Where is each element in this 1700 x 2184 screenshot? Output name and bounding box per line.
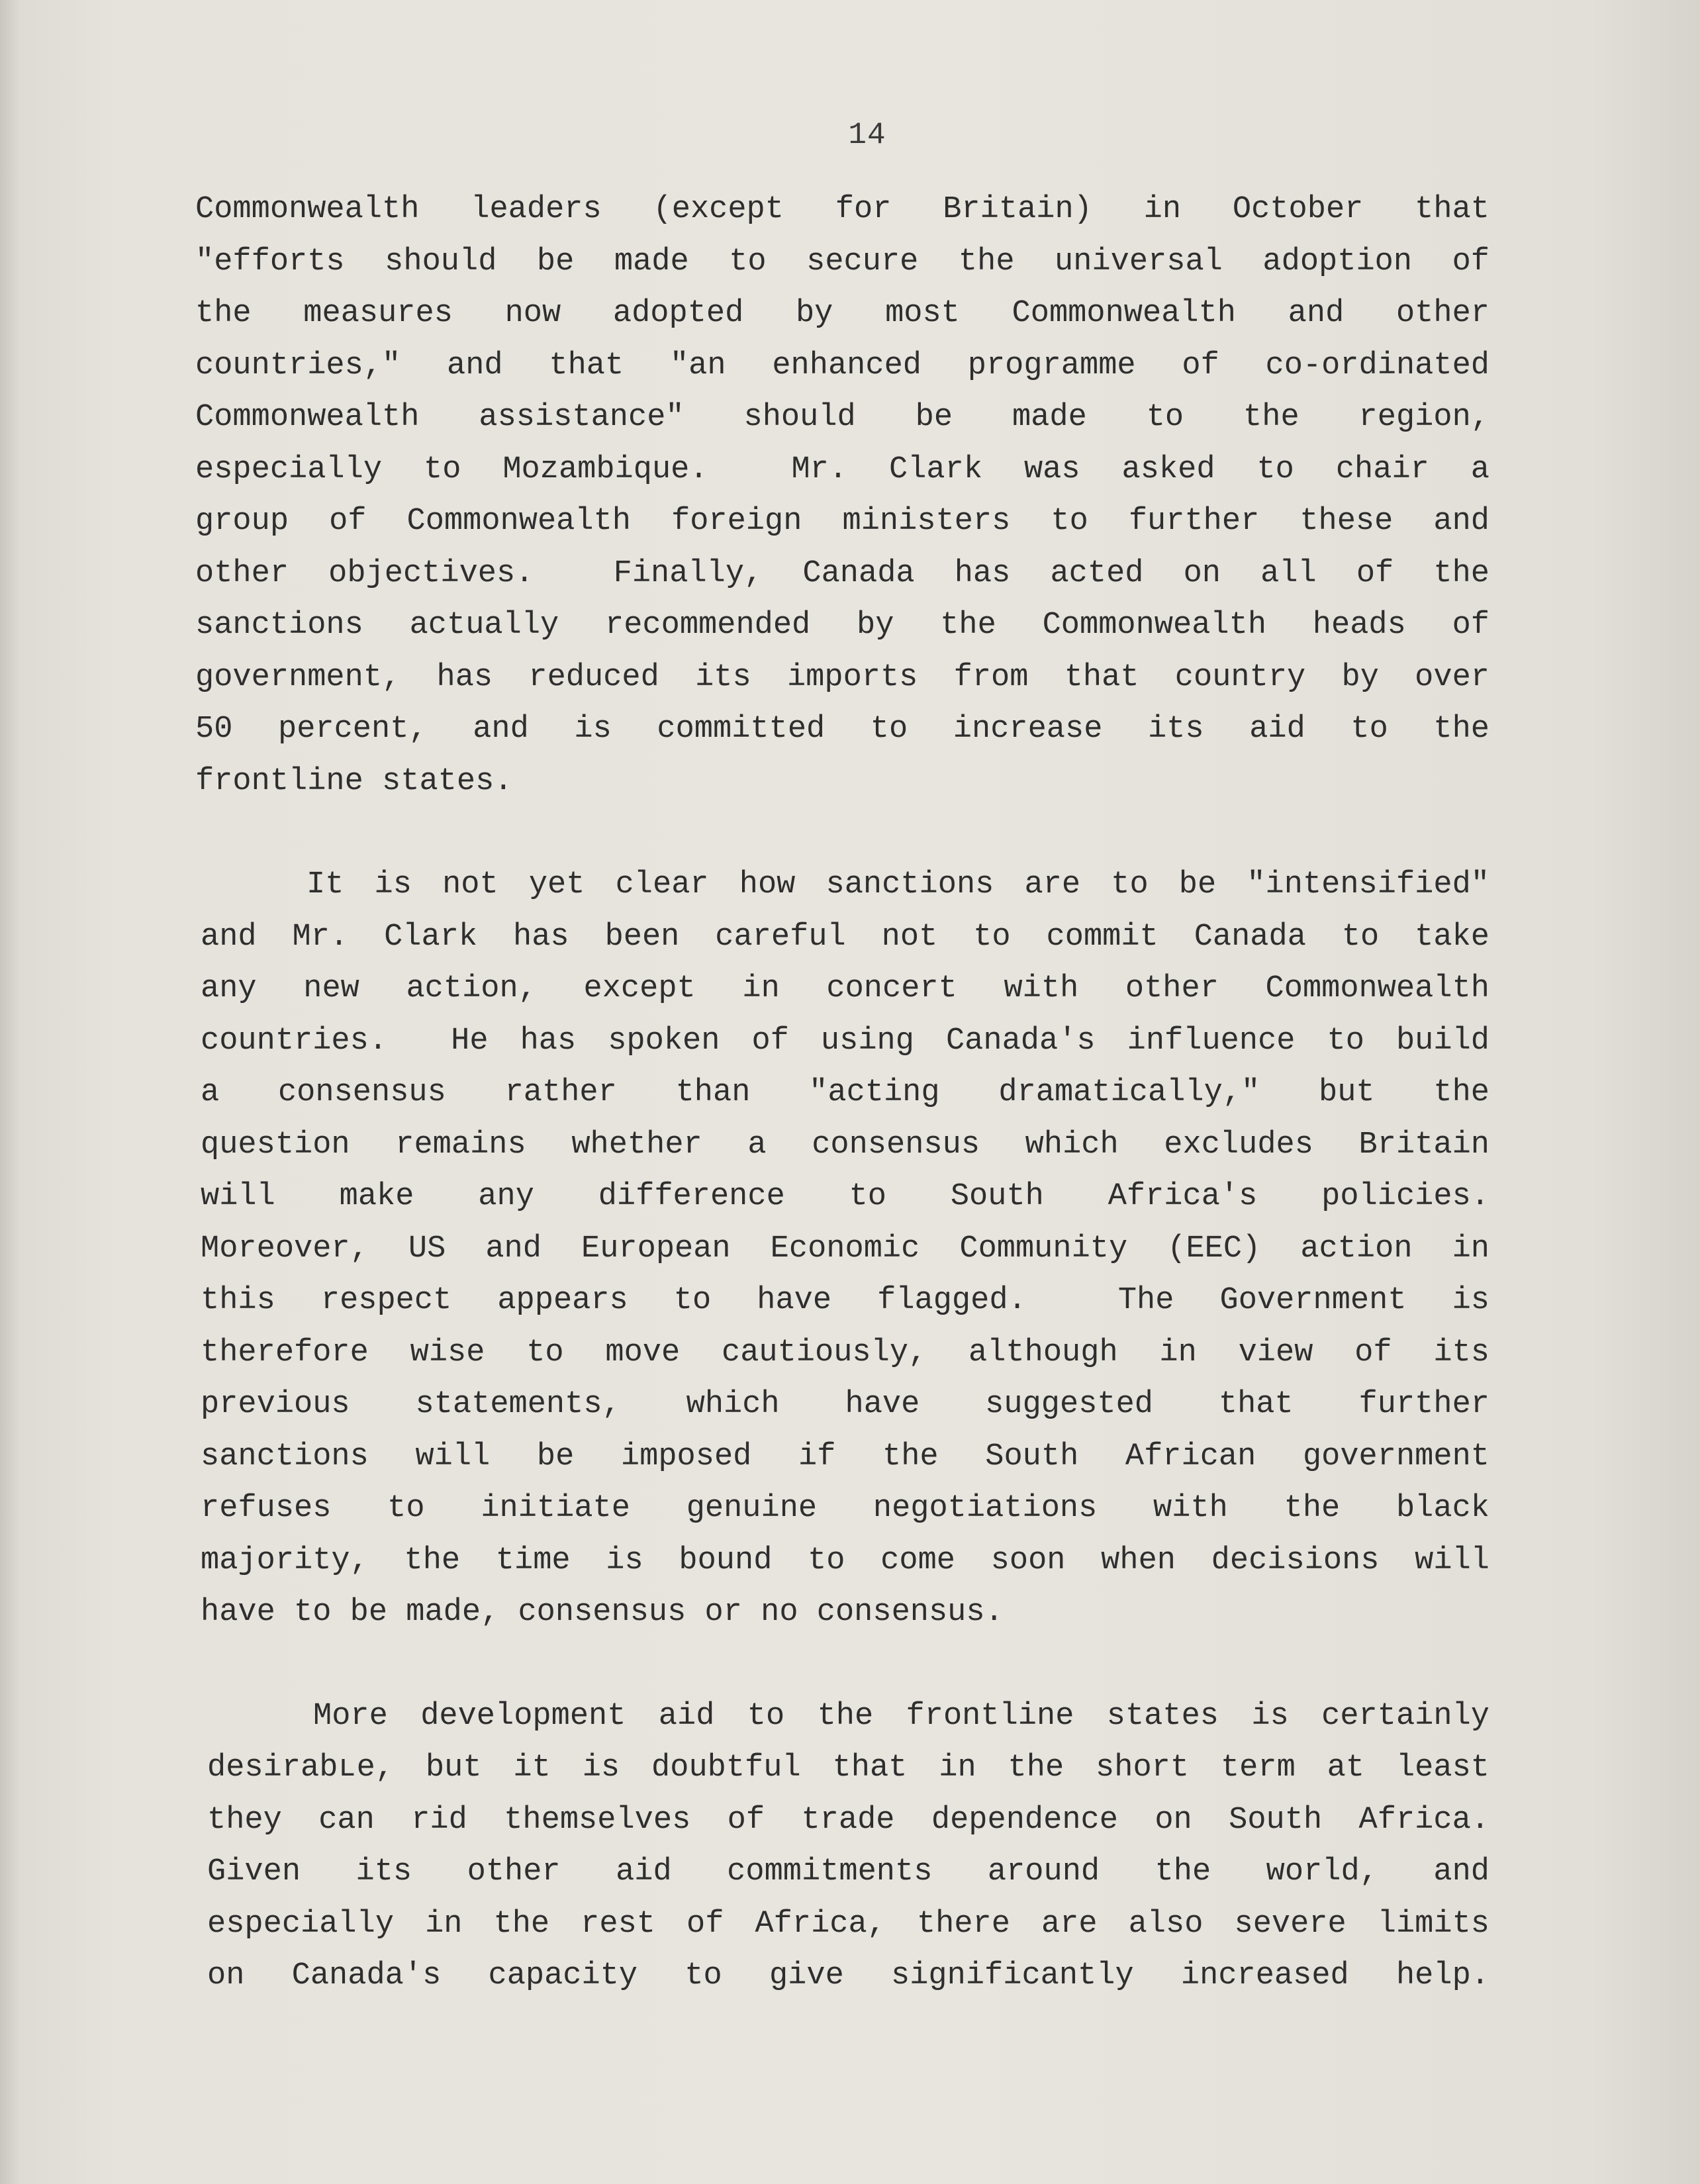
text-line: countries. He has spoken of using Canada's influence to build [201,1023,1489,1059]
text-line: government, has reduced its imports from that country by over [195,659,1489,695]
text-line: this respect appears to have flagged. The Government is [201,1283,1489,1318]
text-line: they can rid themselves of trade dependence on South Africa. [207,1802,1489,1838]
text-line: have to be made, consensus or no consensus. [201,1595,1004,1630]
text-line: frontline states. [195,763,513,799]
text-line: other objectives. Finally, Canada has acted on all of the [195,555,1489,591]
text-line: Commonwealth leaders (except for Britain) in October that [195,192,1489,227]
text-line: It is not yet clear how sanctions are to be "intensified" [307,867,1489,902]
body-text [195,184,1489,2003]
text-line: group of Commonwealth foreign ministers to further these and [195,504,1489,539]
text-line: More development aid to the frontline states is certainly [313,1698,1489,1734]
text-line: on Canada's capacity to give significantly increased help. [207,1958,1489,1993]
text-line: sanctions will be imposed if the South African government [201,1439,1489,1474]
text-line: question remains whether a consensus which excludes Britain [201,1127,1489,1163]
paragraph-2 [201,859,1489,1639]
text-line: will make any difference to South Africa's policies. [201,1179,1489,1214]
text-line: "efforts should be made to secure the universal adoption of [195,244,1489,279]
text-line: the measures now adopted by most Commonwealth and other [195,296,1489,331]
text-line: Given its other aid commitments around the world, and [207,1854,1489,1889]
page-number: 14 [848,118,886,152]
text-line: majority, the time is bound to come soon when decisions will [201,1543,1489,1578]
text-line: Moreover, US and European Economic Community (EEC) action in [201,1231,1489,1266]
text-line: previous statements, which have suggested that further [201,1387,1489,1422]
text-line: Commonwealth assistance" should be made to the region, [195,400,1489,435]
text-line: a consensus rather than "acting dramatically," but the [201,1075,1489,1110]
paragraph-3 [207,1691,1489,2003]
paragraph-1 [195,184,1489,808]
text-line: refuses to initiate genuine negotiations with the black [201,1491,1489,1526]
text-line: especially to Mozambique. Mr. Clark was asked to chair a [195,451,1489,487]
text-line: especially in the rest of Africa, there are also severe limits [207,1906,1489,1942]
text-line: therefore wise to move cautiously, although in view of its [201,1335,1489,1370]
paragraph-gap [195,808,1489,859]
text-line: 50 percent, and is committed to increase its aid to the [195,712,1489,747]
text-line: countries," and that "an enhanced programme of co-ordinated [195,348,1489,383]
text-line: desirabʟe, but it is doubtful that in the short term at least [207,1750,1489,1785]
paragraph-gap [195,1639,1489,1691]
text-line: and Mr. Clark has been careful not to commit Canada to take [201,919,1489,955]
text-line: sanctions actually recommended by the Commonwealth heads of [195,608,1489,643]
text-line: any new action, except in concert with other Commonwealth [201,971,1489,1006]
